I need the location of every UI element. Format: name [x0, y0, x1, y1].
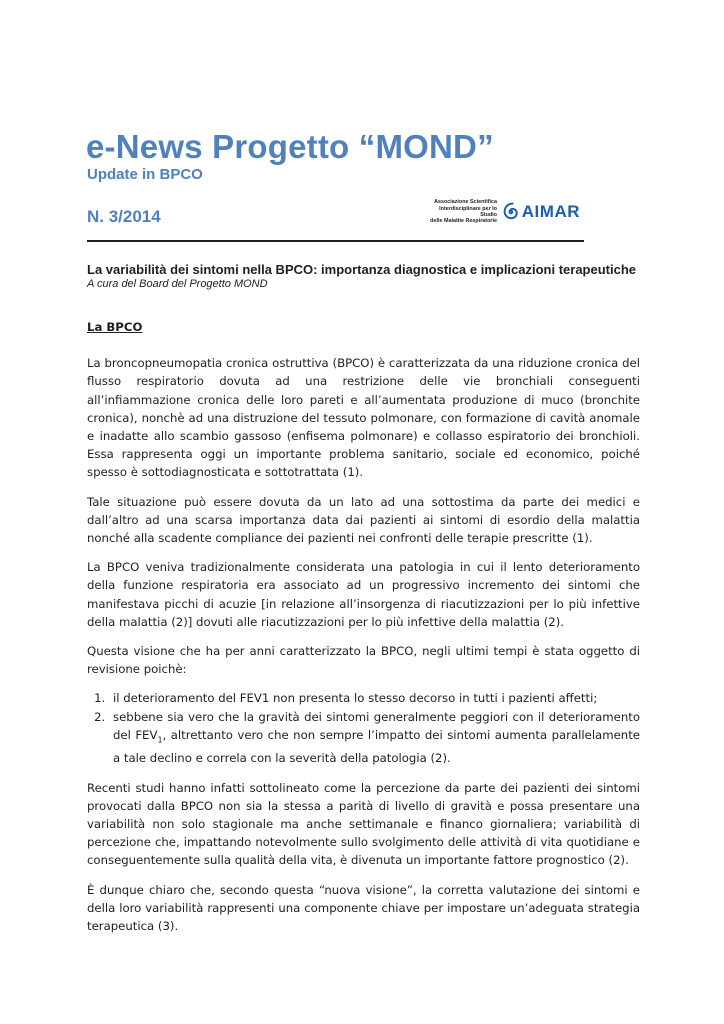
logo-caption-line: Interdisciplinare per lo Studio	[439, 205, 497, 218]
logo-caption-line: Associazione Scientifica	[434, 199, 497, 206]
section-title: La BPCO	[87, 320, 143, 334]
numbered-list	[87, 689, 640, 767]
newsletter-title: e-News Progetto “MOND”	[86, 128, 494, 165]
article-heading: La variabilità dei sintomi nella BPCO: importanza diagnostica e implicazioni terapeutiche	[87, 262, 637, 277]
logo-name: AIMAR	[521, 202, 580, 221]
paragraph: Recenti studi hanno infatti sottolineato come la percezione da parte dei pazienti dei sintomi provocati dalla BPCO non sia la stessa a parità di livello di gravità e possa presentare una variabilità non solo stagionale ma anche settimanale e financo giornaliera; variabilità di percezione che, impattando notevolmente sullo svolgimento delle attività di vita quotidiane e conseguentemente sulla qualità della vita, è divenuta un importante fattore prognostico (2).	[87, 780, 640, 868]
logo-caption-line: delle Malattie Respiratorie	[430, 218, 497, 225]
paragraph: La broncopneumopatia cronica ostruttiva (BPCO) è caratterizzata da una riduzione cronica del flusso respiratorio dovuta ad una restrizione delle vie bronchiali conseguenti all’infiammazione cronica delle loro pareti e all’aumentata produzione di muco (bronchite cronica), nonchè ad una distruzione del tessuto polmonare, con formazione di cavità anomale e inadatte allo scambio gassoso (enfisema polmonare) e collasso espiratorio dei bronchioli. Essa rappresenta oggi un importante problema sanitario, sociale ed economico, poiché spesso è sottodiagnosticata e sottotrattata (1).	[87, 356, 640, 480]
paragraph: Tale situazione può essere dovuta da un lato ad una sottostima da parte dei medici e dall’altro ad una scarsa importanza data dai pazienti ai sintomi di esordio della malattia nonché alla scadente compliance dei pazienti nei confronti delle terapie prescritte (1).	[87, 494, 640, 546]
list-item-text: il deterioramento del FEV1 non presenta lo stesso decorso in tutti i pazienti affetti;	[113, 691, 598, 706]
list-item-text: , altrettanto vero che non sempre l’impatto dei sintomi aumenta parallelamente a tale declino e correla con la severità della patologia (2).	[113, 727, 640, 766]
paragraph: Questa visione che ha per anni caratterizzato la BPCO, negli ultimi tempi è stata oggetto di revisione poichè:	[87, 644, 640, 677]
paragraph: È dunque chiaro che, secondo questa “nuova visione”, la corretta valutazione dei sintomi e della loro variabilità rappresenti una componente chiave per impostare un’adeguata strategia terapeutica (3).	[87, 882, 640, 934]
list-item	[109, 708, 640, 768]
spiral-logo-icon	[501, 201, 521, 223]
article-body	[87, 318, 640, 946]
newsletter-subtitle: Update in BPCO	[87, 166, 203, 183]
list-item	[109, 689, 640, 707]
paragraph: La BPCO veniva tradizionalmente considerata una patologia in cui il lento deterioramento della funzione respiratoria era associato ad un progressivo incremento dei sintomi che manifestava picchi di acuzie [in relazione all’insorgenza di riacutizzazioni per lo più infettive della malattia (2)] dovuti alle riacutizzazioni per lo più infettive della malattia (2).	[87, 560, 640, 629]
aimar-logo	[425, 196, 580, 228]
logo-caption	[425, 199, 497, 225]
subscript: 1	[157, 735, 163, 745]
list-item-text: sebbene sia vero che la gravità dei sintomi generalmente peggiori con il deterioramento del FEV	[113, 709, 640, 742]
issue-number: N. 3/2014	[87, 207, 161, 226]
header-divider	[87, 240, 584, 242]
article-byline: A cura del Board del Progetto MOND	[87, 278, 268, 290]
